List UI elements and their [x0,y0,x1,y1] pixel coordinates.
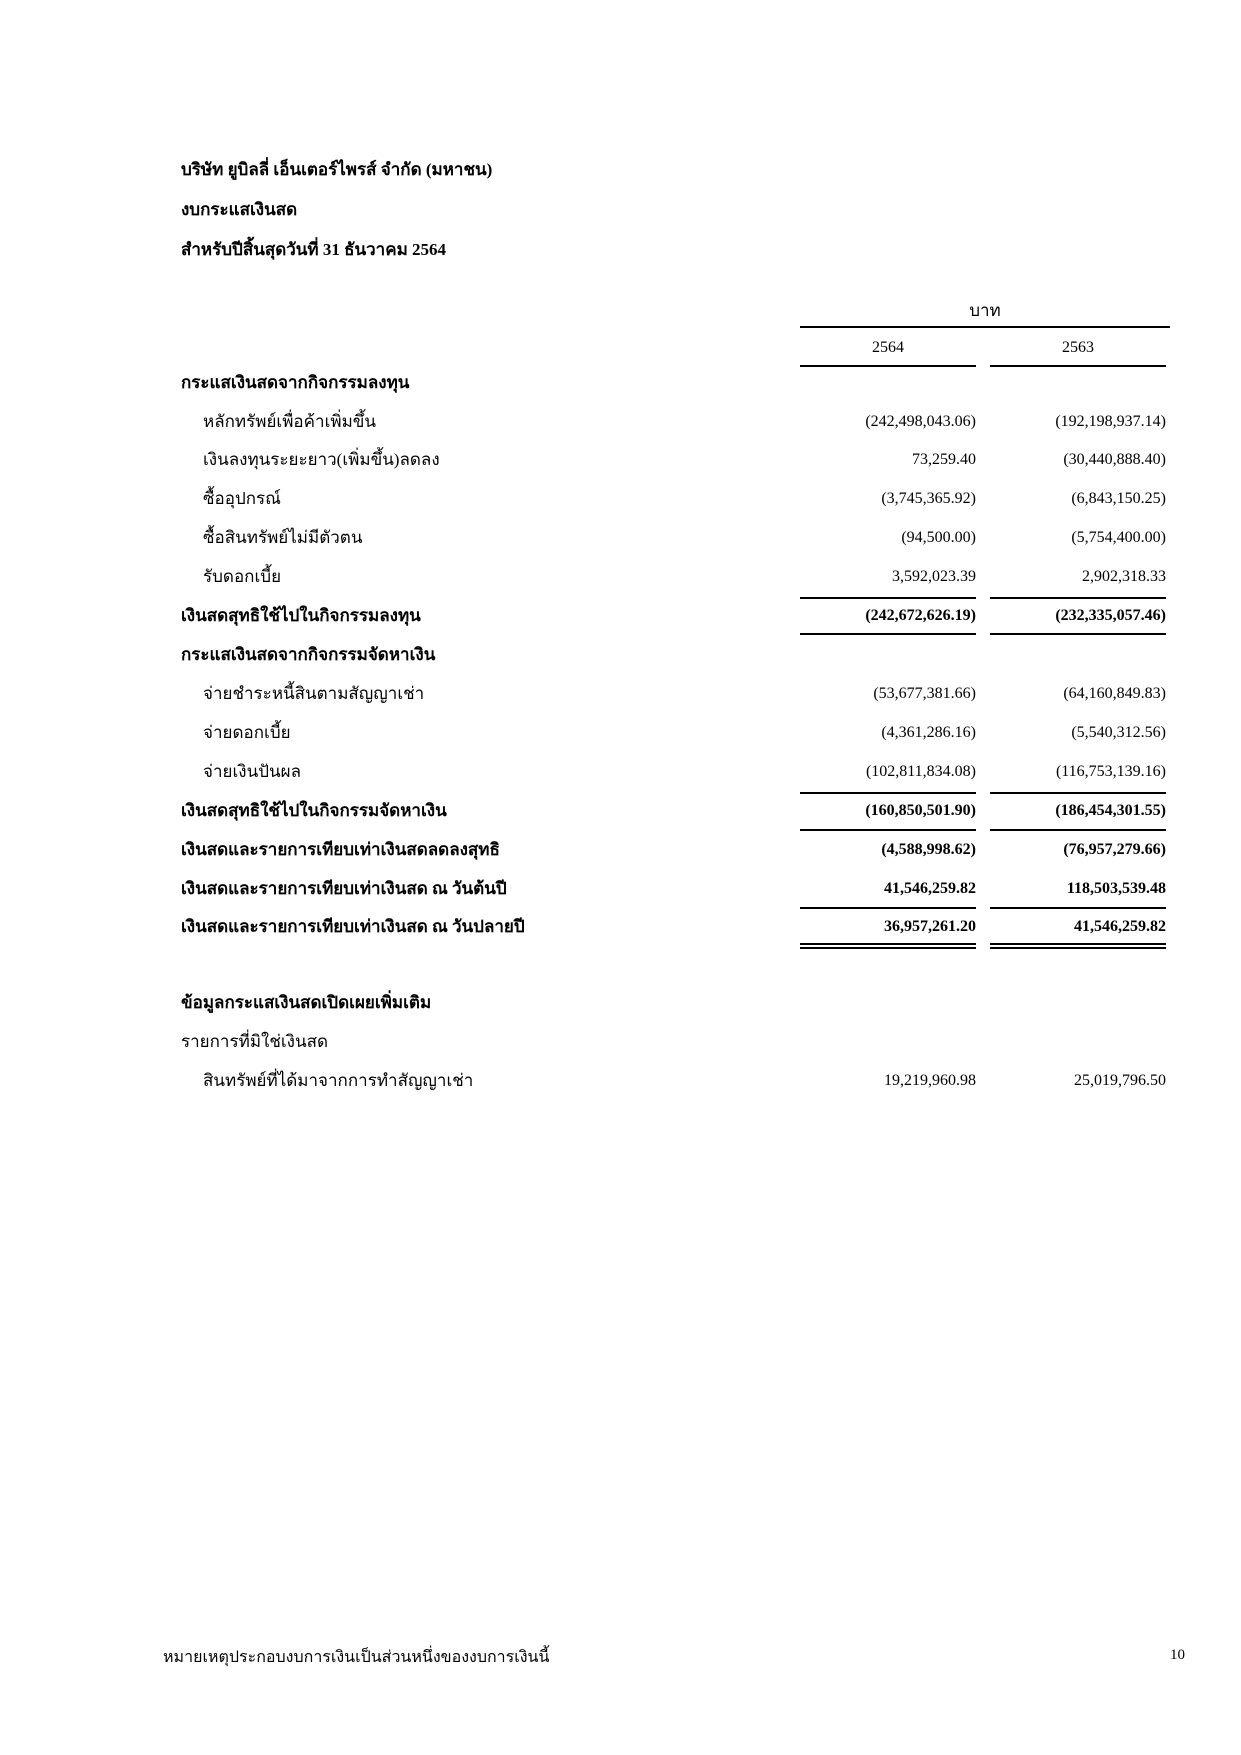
statement-title: งบกระแสเงินสด [181,200,298,219]
value-2564: (242,498,043.06) [865,413,976,430]
table-row [0,721,1241,745]
value-2564: 3,592,023.39 [892,568,976,585]
double-underline [800,943,976,945]
row-label: เงินสดและรายการเทียบเท่าเงินสด ณ วันต้นปี [181,879,507,898]
value-2564: (94,500.00) [901,529,976,546]
subtotal-rule [990,633,1166,635]
row-label: กระแสเงินสดจากกิจกรรมลงทุน [181,373,410,392]
value-2563: 41,546,259.82 [1074,918,1166,935]
statement-period: สำหรับปีสิ้นสุดวันที่ 31 ธันวาคม 2564 [181,240,447,259]
value-2563: 2,902,318.33 [1082,568,1166,585]
net-change-row [0,838,1241,862]
footer-note: หมายเหตุประกอบงบการเงินเป็นส่วนหนึ่งของงบการเงินนี้ [163,1649,550,1666]
subtotal-row [0,799,1241,823]
value-2563: 118,503,539.48 [1066,880,1166,897]
subtotal-rule [990,792,1166,794]
row-label: จ่ายชำระหนี้สินตามสัญญาเช่า [203,684,425,703]
value-2563: (192,198,937.14) [1055,413,1166,430]
row-label: จ่ายดอกเบี้ย [203,723,291,742]
row-label: กระแสเงินสดจากกิจกรรมจัดหาเงิน [181,645,436,664]
subtotal-rule [800,792,976,794]
subtotal-rule [990,597,1166,599]
value-2564: (102,811,834.08) [865,763,976,780]
row-label: ซื้อสินทรัพย์ไม่มีตัวตน [203,528,363,547]
value-2564: 73,259.40 [912,451,976,468]
opening-balance-row [0,877,1241,901]
value-2564: 36,957,261.20 [884,918,976,935]
row-label: จ่ายเงินปันผล [203,762,301,781]
value-2564: (242,672,626.19) [865,607,976,624]
value-2563: (116,753,139.16) [1055,763,1166,780]
row-label: สินทรัพย์ที่ได้มาจากการทำสัญญาเช่า [203,1071,474,1090]
table-row [0,682,1241,706]
currency-unit: บาท [969,301,1001,320]
row-label: รายการที่มิใช่เงินสด [181,1032,329,1051]
year-header-2563: 2563 [1062,339,1094,356]
row-label: รับดอกเบี้ย [203,567,282,586]
table-row [0,526,1241,550]
year-underline [800,365,976,367]
section-heading [0,643,1241,667]
row-label: เงินสดและรายการเทียบเท่าเงินสด ณ วันปลายปี [181,917,525,936]
table-row [0,1069,1241,1093]
value-2564: 19,219,960.98 [884,1072,976,1089]
value-2563: 25,019,796.50 [1074,1072,1166,1089]
value-2563: (5,754,400.00) [1071,529,1166,546]
value-2563: (64,160,849.83) [1063,685,1166,702]
double-underline [990,943,1166,945]
subtotal-rule [800,829,976,831]
total-rule [990,907,1166,909]
value-2563: (5,540,312.56) [1071,724,1166,741]
value-2563: (30,440,888.40) [1063,451,1166,468]
section-heading [0,371,1241,395]
table-row [0,487,1241,511]
year-underline [990,365,1166,367]
row-label: ซื้ออุปกรณ์ [203,489,281,508]
table-row [0,410,1241,434]
value-2563: (232,335,057.46) [1055,607,1166,624]
value-2564: (4,361,286.16) [881,724,976,741]
page-number: 10 [1170,1647,1185,1663]
table-row [0,448,1241,472]
total-rule [800,907,976,909]
value-2564: (160,850,501.90) [865,802,976,819]
value-2564: 41,546,259.82 [884,880,976,897]
row-label: หลักทรัพย์เพื่อค้าเพิ่มขึ้น [203,412,377,431]
row-label: เงินสดสุทธิใช้ไปในกิจกรรมจัดหาเงิน [181,801,447,820]
table-row [0,565,1241,589]
section-heading [0,991,1241,1015]
subtotal-row [0,604,1241,628]
company-name: บริษัท ยูบิลลี่ เอ็นเตอร์ไพรส์ จำกัด (มหาชน) [181,160,493,179]
value-2564: (3,745,365.92) [881,490,976,507]
row-label: เงินลงทุนระยะยาว(เพิ่มขึ้น)ลดลง [203,450,440,469]
double-underline [990,947,1166,949]
subheading-row [0,1030,1241,1054]
value-2563: (76,957,279.66) [1063,841,1166,858]
value-2563: (186,454,301.55) [1055,802,1166,819]
subtotal-rule [990,829,1166,831]
subtotal-rule [800,633,976,635]
table-row [0,760,1241,784]
unit-underline [800,326,1170,328]
row-label: เงินสดสุทธิใช้ไปในกิจกรรมลงทุน [181,606,421,625]
row-label: ข้อมูลกระแสเงินสดเปิดเผยเพิ่มเติม [181,993,432,1012]
closing-balance-row [0,915,1241,939]
value-2564: (4,588,998.62) [881,841,976,858]
subtotal-rule [800,597,976,599]
row-label: เงินสดและรายการเทียบเท่าเงินสดลดลงสุทธิ [181,840,500,859]
value-2564: (53,677,381.66) [873,685,976,702]
double-underline [800,947,976,949]
value-2563: (6,843,150.25) [1071,490,1166,507]
year-header-2564: 2564 [872,339,904,356]
